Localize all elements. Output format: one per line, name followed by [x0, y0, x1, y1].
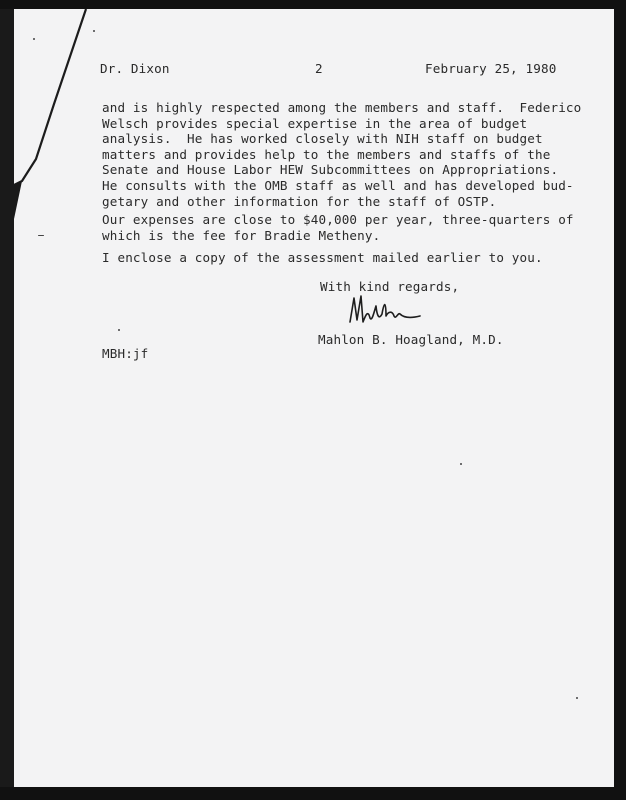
text-line: I enclose a copy of the assessment mailed earlier to you. [102, 250, 543, 265]
ink-speck [33, 38, 35, 40]
handwritten-signature [346, 292, 422, 334]
text-line: Senate and House Labor HEW Subcommittees on Appropriations. [102, 162, 559, 178]
recipient-name: Dr. Dixon [100, 61, 170, 76]
body-paragraph-1 [102, 100, 581, 209]
text-line: He consults with the OMB staff as well and has developed bud- [102, 177, 574, 193]
text-line: Welsch provides special expertise in the area of budget [102, 115, 528, 131]
signer-name: Mahlon B. Hoagland, M.D. [318, 332, 504, 347]
text-line: and is highly respected among the members and staff. Federico [102, 100, 582, 115]
ink-speck [38, 235, 44, 236]
body-paragraph-3 [102, 250, 543, 266]
text-line: which is the fee for Bradie Metheny. [102, 227, 381, 243]
text-line: Our expenses are close to $40,000 per year, three-quarters of [102, 212, 574, 227]
scan-border [0, 9, 14, 787]
closing-salutation: With kind regards, [320, 279, 460, 294]
letter-page [14, 9, 614, 787]
text-line: analysis. He has worked closely with NIH staff on budget [102, 131, 543, 147]
ink-speck [460, 463, 462, 465]
ink-speck [118, 329, 120, 331]
body-paragraph-2 [102, 212, 574, 243]
text-line: getary and other information for the staff of OSTP. [102, 193, 497, 209]
ink-speck [93, 30, 95, 32]
reference-initials: MBH:jf [102, 346, 149, 361]
letter-date: February 25, 1980 [425, 61, 557, 76]
page-number: 2 [315, 61, 323, 76]
ink-speck [576, 697, 578, 699]
text-line: matters and provides help to the members and staffs of the [102, 146, 551, 162]
